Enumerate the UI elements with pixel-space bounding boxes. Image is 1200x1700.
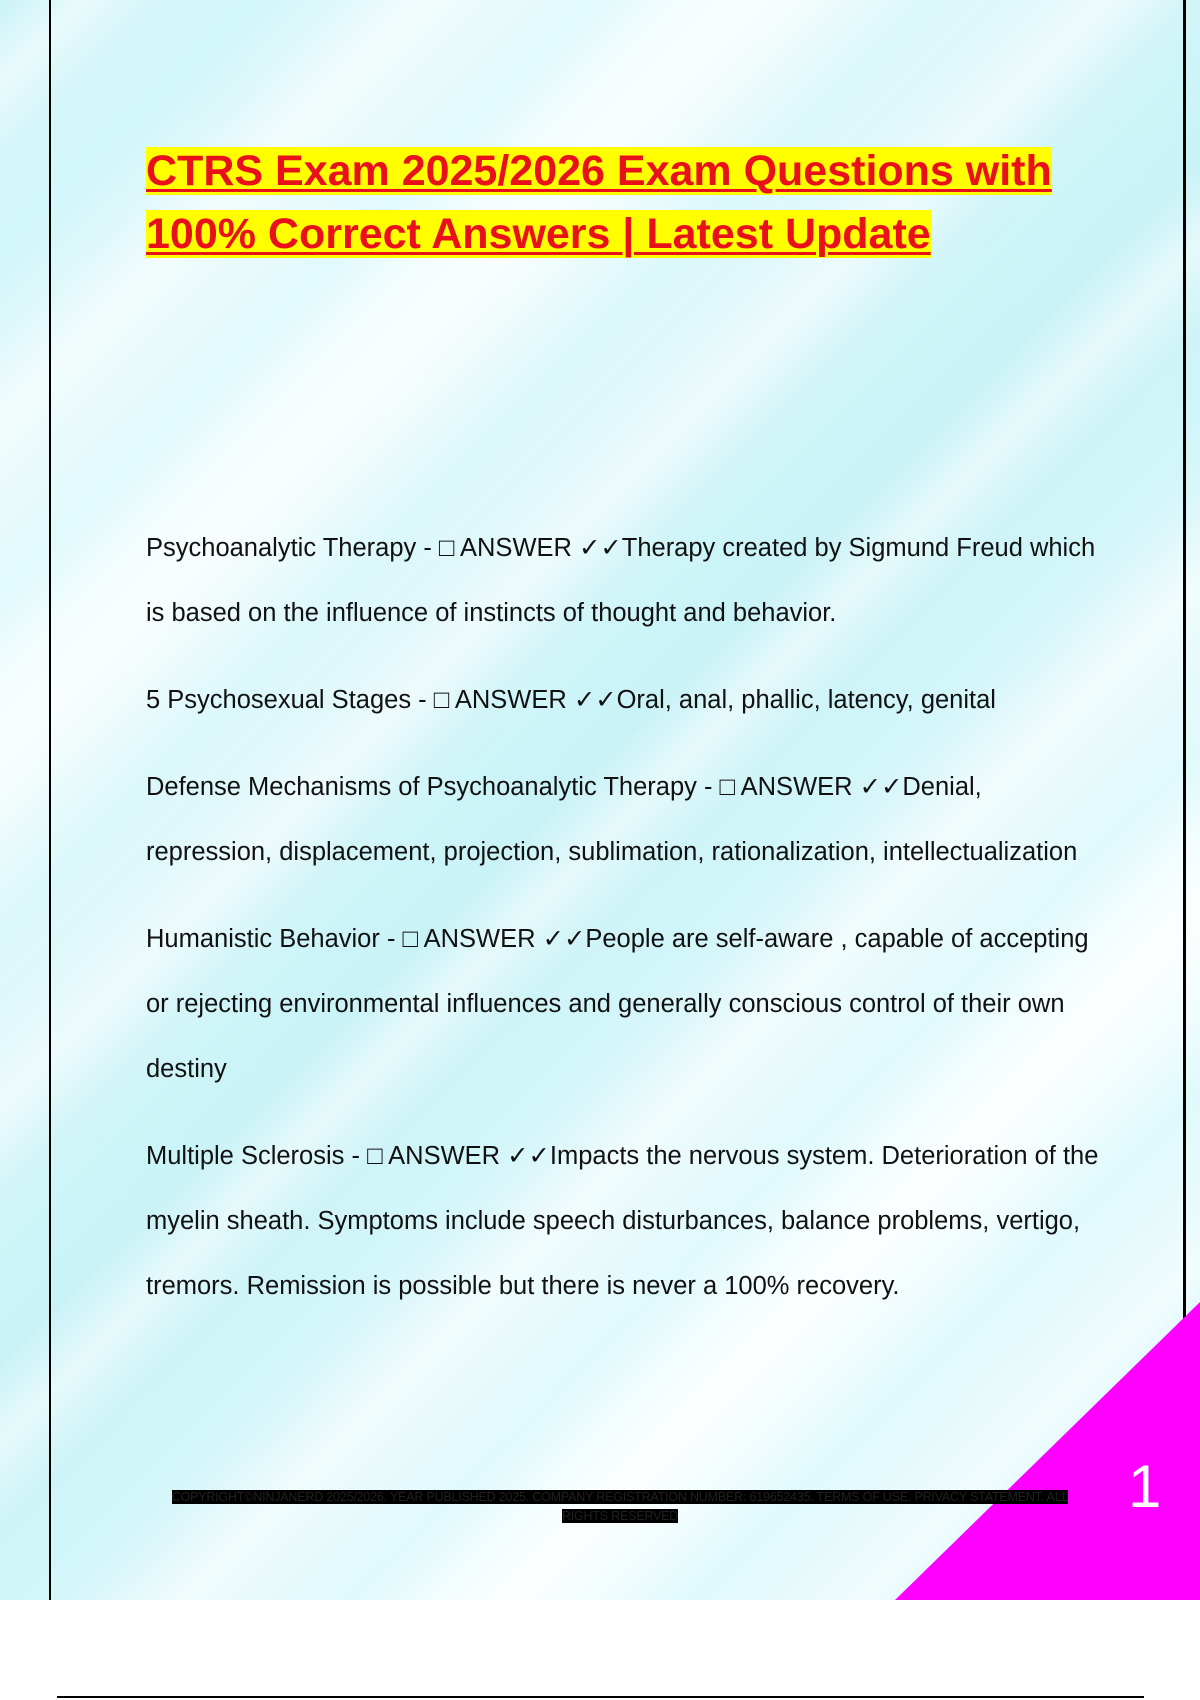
qa-term: Defense Mechanisms of Psychoanalytic Therapy bbox=[146, 773, 697, 801]
qa-term: Multiple Sclerosis bbox=[146, 1142, 345, 1170]
page-number: 1 bbox=[1128, 1453, 1162, 1520]
answer-separator: - □ ANSWER ✓✓ bbox=[379, 925, 586, 953]
qa-list bbox=[146, 516, 1101, 1341]
answer-separator: - □ ANSWER ✓✓ bbox=[416, 534, 622, 562]
qa-term: Humanistic Behavior bbox=[146, 925, 380, 953]
qa-answer: People are self-aware , capable of accepting or rejecting environmental influences and generally conscious control of their own destiny bbox=[146, 925, 1089, 1083]
qa-term: 5 Psychosexual Stages bbox=[146, 686, 412, 714]
left-border-line bbox=[49, 0, 51, 1600]
corner-triangle bbox=[895, 1302, 1200, 1600]
qa-answer: Impacts the nervous system. Deterioration of the myelin sheath. Symptoms include speech disturbances, balance problems, vertigo, tremors. Remission is possible but there is never a 100% recovery. bbox=[146, 1142, 1099, 1300]
copyright-text: COPYRIGHT©NINJANERD 2025/2026. YEAR PUBLISHED 2025. COMPANY REGISTRATION NUMBER: 619652435. TERMS OF USE. PRIVACY STATEMENT. ALL RIGHTS RESERVED bbox=[171, 1490, 1069, 1523]
copyright-footer bbox=[170, 1488, 1070, 1526]
document-title bbox=[146, 140, 1096, 266]
bottom-divider bbox=[57, 1696, 1144, 1698]
answer-separator: - □ ANSWER ✓✓ bbox=[344, 1142, 550, 1170]
answer-separator: - □ ANSWER ✓✓ bbox=[696, 773, 903, 801]
qa-term: Psychoanalytic Therapy bbox=[146, 534, 417, 562]
document-title-text: CTRS Exam 2025/2026 Exam Questions with 100% Correct Answers | Latest Update bbox=[146, 147, 1052, 258]
qa-answer: Oral, anal, phallic, latency, genital bbox=[616, 686, 996, 714]
qa-answer: Denial, repression, displacement, projection, sublimation, rationalization, intellectualization bbox=[146, 773, 1078, 866]
qa-item bbox=[146, 516, 1101, 646]
qa-item bbox=[146, 907, 1101, 1102]
qa-item bbox=[146, 668, 1101, 733]
qa-item bbox=[146, 1124, 1101, 1319]
qa-item bbox=[146, 755, 1101, 885]
answer-separator: - □ ANSWER ✓✓ bbox=[411, 686, 617, 714]
qa-answer: Therapy created by Sigmund Freud which is based on the influence of instincts of thought and behavior. bbox=[146, 534, 1096, 627]
